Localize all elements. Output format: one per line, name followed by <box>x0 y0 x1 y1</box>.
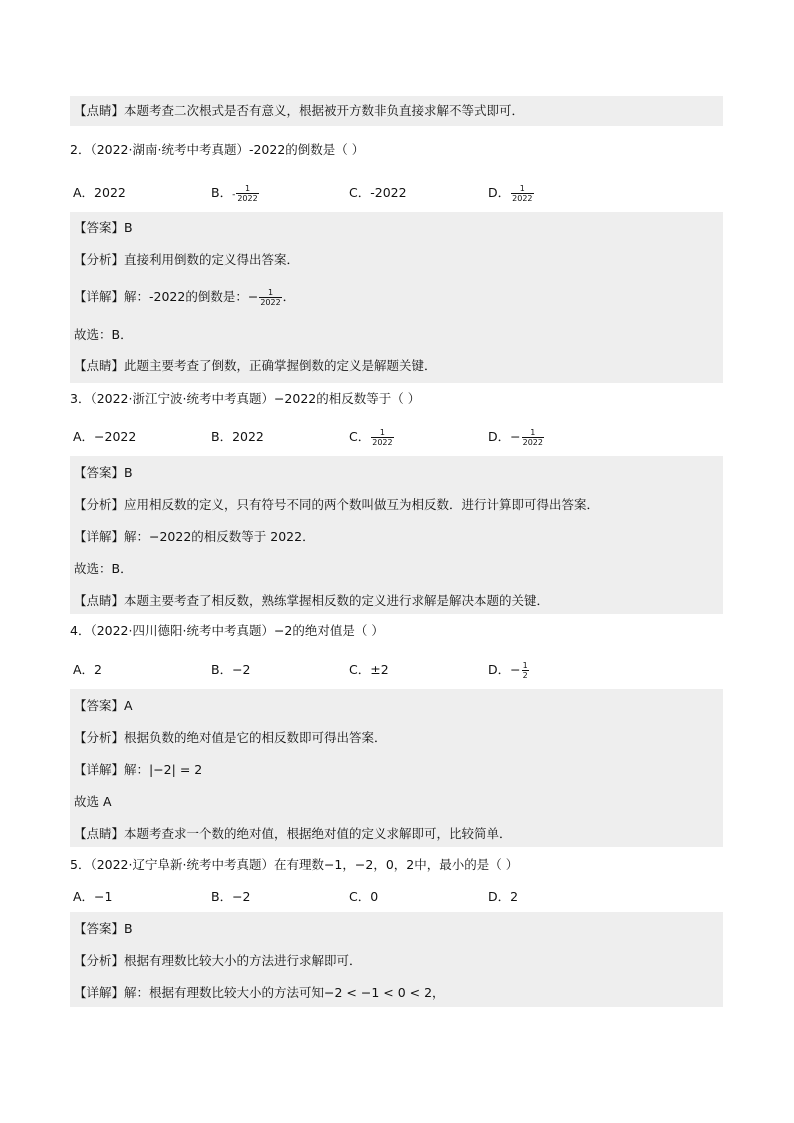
q2-option-d-fraction <box>511 184 533 203</box>
q3-option-d-label: D． <box>488 429 511 444</box>
q3-option-d <box>488 427 545 447</box>
denominator: 2022 <box>372 438 393 447</box>
q4-option-a: A．2 <box>73 662 103 677</box>
q2-option-b-sign: - <box>232 190 236 200</box>
q4-option-d <box>488 660 530 680</box>
denominator: 2022 <box>512 194 533 203</box>
q3-dianjing: 【点睛】本题主要考查了相反数，熟练掌握相反数的定义进行求解是解决本题的关键． <box>74 593 550 608</box>
q4-answer: 【答案】A <box>74 698 133 713</box>
q2-detail-text: 【详解】解：-2022的倒数是： <box>74 289 248 304</box>
q5-detail: 【详解】解：根据有理数比较大小的方法可知−2 < −1 < 0 < 2， <box>74 985 445 1000</box>
q3-option-d-sign: − <box>510 429 521 444</box>
q4-solution-box <box>70 689 723 847</box>
q3-option-c-label: C． <box>349 429 371 444</box>
q3-choose: 故选：B． <box>74 561 133 576</box>
q3-option-c-fraction <box>371 428 393 447</box>
q3-solution-box <box>70 456 723 614</box>
q2-option-c: C．-2022 <box>349 185 407 200</box>
denominator: 2022 <box>237 194 258 203</box>
q5-solution-box <box>70 912 723 1007</box>
q2-dianjing: 【点睛】此题主要考查了倒数，正确掌握倒数的定义是解题关键． <box>74 358 437 373</box>
q4-detail: 【详解】解：|−2| = 2 <box>74 762 203 777</box>
q2-option-a: A．2022 <box>73 185 126 200</box>
q3-detail: 【详解】解：−2022的相反数等于 2022． <box>74 529 315 544</box>
q5-option-c: C．0 <box>349 889 379 904</box>
q4-option-d-sign: − <box>510 662 521 677</box>
q2-option-d <box>488 183 535 203</box>
q3-answer: 【答案】B <box>74 465 133 480</box>
q5-options <box>70 887 723 907</box>
q5-answer: 【答案】B <box>74 921 133 936</box>
q2-detail-sign: − <box>247 289 259 304</box>
q2-options <box>70 183 723 203</box>
q5-option-d: D．2 <box>488 889 519 904</box>
numerator: 1 <box>267 288 274 297</box>
q4-dianjing: 【点睛】本题考查求一个数的绝对值，根据绝对值的定义求解即可，比较简单． <box>74 826 512 841</box>
q5-option-b: B．−2 <box>211 889 251 904</box>
q3-options <box>70 427 723 447</box>
q2-option-b-label: B． <box>211 185 233 200</box>
q4-options <box>70 660 723 680</box>
q4-stem: 4．（2022·四川德阳·统考中考真题）−2的绝对值是（ ） <box>70 623 384 638</box>
q4-analysis: 【分析】根据负数的绝对值是它的相反数即可得出答案． <box>74 730 387 745</box>
q4-option-b: B．−2 <box>211 662 251 677</box>
q2-detail-fraction <box>259 288 281 307</box>
q2-solution-box <box>70 212 723 383</box>
q3-option-b: B．2022 <box>211 429 264 444</box>
numerator: 1 <box>379 428 385 437</box>
q2-option-b <box>211 183 260 203</box>
numerator: 1 <box>244 184 251 193</box>
q1-dianjing: 【点睛】本题考查二次根式是否有意义，根据被开方数非负直接求解不等式即可． <box>70 96 723 126</box>
q3-analysis: 【分析】应用相反数的定义，只有符号不同的两个数叫做互为相反数．进行计算即可得出答案． <box>74 497 600 512</box>
q5-analysis: 【分析】根据有理数比较大小的方法进行求解即可． <box>74 953 362 968</box>
q3-option-d-fraction <box>522 428 544 447</box>
q2-detail-end: ． <box>282 289 296 304</box>
q2-option-b-fraction <box>236 184 258 203</box>
q3-stem: 3．（2022·浙江宁波·统考中考真题）−2022的相反数等于（ ） <box>70 391 421 406</box>
q2-analysis: 【分析】直接利用倒数的定义得出答案． <box>74 252 300 267</box>
numerator: 1 <box>530 428 536 437</box>
numerator: 1 <box>522 661 528 670</box>
q4-option-d-label: D． <box>488 662 511 677</box>
q5-option-a: A．−1 <box>73 889 113 904</box>
q4-option-d-fraction <box>522 661 529 680</box>
q2-choose: 故选：B． <box>74 327 133 342</box>
q3-option-c <box>349 427 395 447</box>
q2-stem: 2．（2022·湖南·统考中考真题）-2022的倒数是（ ） <box>70 142 365 157</box>
q4-choose: 故选 A <box>74 794 112 809</box>
q2-detail <box>74 288 295 307</box>
q2-option-d-label: D． <box>488 185 511 200</box>
denominator: 2022 <box>260 298 281 307</box>
q5-stem: 5．（2022·辽宁阜新·统考中考真题）在有理数−1，−2，0，2中，最小的是（ ） <box>70 857 519 872</box>
q2-answer: 【答案】B <box>74 220 133 235</box>
numerator: 1 <box>519 184 525 193</box>
q4-option-c: C．±2 <box>349 662 389 677</box>
denominator: 2022 <box>522 438 543 447</box>
denominator: 2 <box>522 671 528 680</box>
q3-option-a: A．−2022 <box>73 429 137 444</box>
